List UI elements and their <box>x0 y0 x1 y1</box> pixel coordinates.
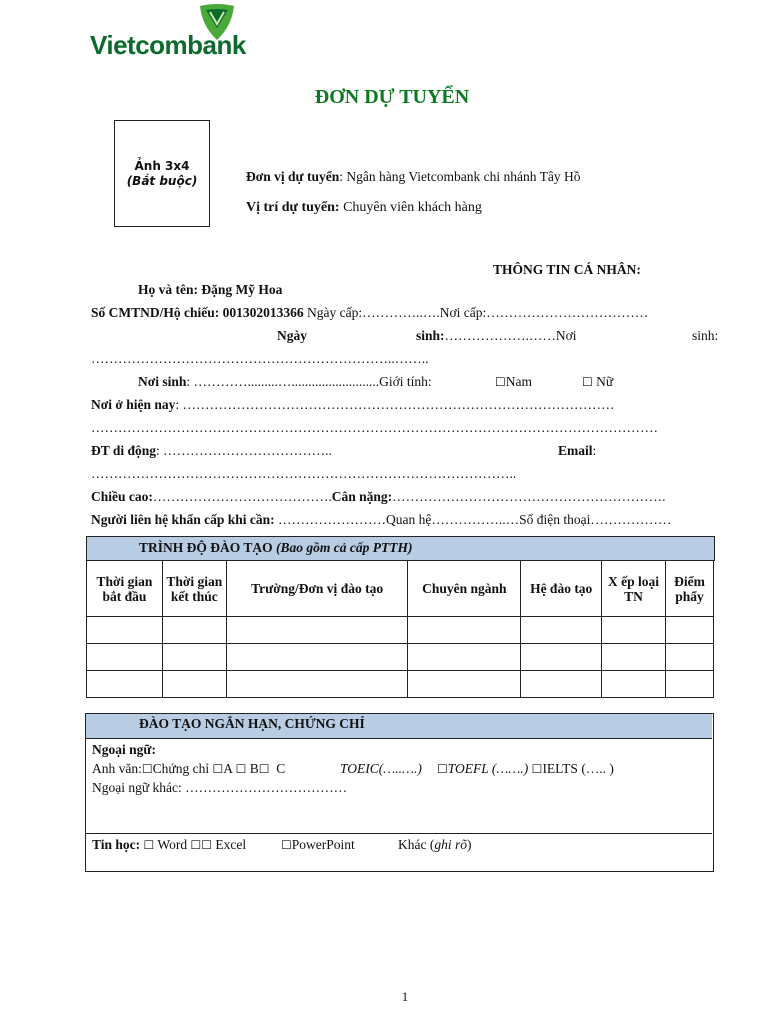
it-other-line <box>398 837 472 853</box>
table-cell[interactable] <box>521 617 602 644</box>
toeic-label: TOEIC(…..….) <box>340 761 422 776</box>
phone-line-2: ………………………………………………………………………………….. <box>91 466 517 481</box>
height-rest: …………………………………. <box>152 489 332 504</box>
body-line <box>91 489 666 505</box>
it-powerpoint-label: PowerPoint <box>291 837 355 852</box>
id-line <box>91 305 648 321</box>
pob-label: sinh: <box>692 328 719 343</box>
table-cell[interactable] <box>521 671 602 698</box>
col-header: Trường/Đơn vị đào tạo <box>226 561 408 617</box>
col-header: Hệ đào tạo <box>521 561 602 617</box>
table-row <box>87 671 714 698</box>
english-line <box>92 761 285 777</box>
gender-female-label: Nữ <box>596 374 614 389</box>
table-cell[interactable] <box>226 617 408 644</box>
photo-required-note: (Bắt buộc) <box>126 173 198 188</box>
page-title: ĐƠN DỰ TUYỂN <box>314 86 470 108</box>
checkbox-icon[interactable]: ☐ <box>495 375 506 389</box>
english-label: Anh văn: <box>92 761 142 776</box>
position-value: Chuyên viên khách hàng <box>339 200 482 215</box>
weight-rest: ……………………………………………………. <box>392 489 666 504</box>
address-line <box>91 397 614 413</box>
education-table-header <box>87 561 714 617</box>
emergency-label: Người liên hệ khẩn cấp khi cần: <box>91 512 275 527</box>
col-header: Thời gian kết thúc <box>162 561 226 617</box>
checkbox-icon[interactable]: ☐ <box>235 762 247 776</box>
education-table <box>86 560 714 698</box>
divider <box>85 833 712 834</box>
col-header: X ếp loại TN <box>602 561 666 617</box>
position-label: Vị trí dự tuyển: <box>246 200 340 215</box>
id-label: Số CMTND/Hộ chiếu: 001302013366 <box>91 305 304 320</box>
table-row <box>87 644 714 671</box>
brand-logo: Vietcombank <box>90 30 246 60</box>
address-label: Nơi ở hiện nay <box>91 397 176 412</box>
gender-male-option[interactable] <box>495 374 532 390</box>
it-excel-label: Excel <box>215 837 247 852</box>
dob-line-2: …………………………………………………………..…….. <box>91 351 429 366</box>
unit-value: : Ngân hàng Vietcombank chi nhánh Tây Hồ <box>339 169 581 184</box>
it-other-close: ) <box>467 837 472 852</box>
page-number: 1 <box>401 989 409 1004</box>
table-cell[interactable] <box>666 671 714 698</box>
toefl-ielts-line <box>437 761 614 777</box>
dob-label: Ngày <box>277 328 307 343</box>
table-row <box>87 617 714 644</box>
level-a-label: A <box>223 761 233 776</box>
fullname-line: Họ và tên: Đặng Mỹ Hoa <box>138 282 283 297</box>
dob-line <box>416 328 577 344</box>
photo-label: Ảnh 3x4 <box>134 158 190 173</box>
table-cell[interactable] <box>602 644 666 671</box>
it-word-label: Word <box>157 837 188 852</box>
education-heading-note: (Bao gồm cả cấp PTTH) <box>272 540 413 555</box>
table-cell[interactable] <box>226 671 408 698</box>
phone-rest: : ……………………………….. <box>156 443 332 458</box>
table-cell[interactable] <box>521 644 602 671</box>
checkbox-icon[interactable]: ☐ <box>582 375 593 389</box>
toefl-label: TOEFL (…….) <box>447 761 529 776</box>
lang-label: Ngoại ngữ: <box>92 742 156 757</box>
position-line <box>246 200 482 216</box>
emergency-rest: ……………………Quan hệ……………..…Số điện thoại……………… <box>274 512 672 527</box>
checkbox-icon[interactable]: ☐ <box>141 762 153 776</box>
origin-label: Nơi sinh <box>138 374 187 389</box>
col-header: Chuyên ngành <box>408 561 521 617</box>
dob-label-2: sinh: <box>416 328 445 343</box>
origin-line <box>138 374 432 390</box>
unit-line <box>246 169 581 185</box>
col-header: Điểm phẩy <box>666 561 714 617</box>
emergency-line <box>91 512 671 528</box>
col-header: Thời gian bắt đầu <box>87 561 163 617</box>
gender-male-label: Nam <box>505 374 533 389</box>
origin-rest: : ………….........…..........................Giới tính: <box>186 374 432 389</box>
checkbox-icon[interactable]: ☐ <box>201 838 212 852</box>
table-cell[interactable] <box>408 617 521 644</box>
table-cell[interactable] <box>226 644 408 671</box>
checkbox-icon[interactable]: ☐ <box>531 762 543 776</box>
id-rest: Ngày cấp:…………..….Nơi cấp:……………………………… <box>303 305 649 320</box>
checkbox-icon[interactable]: ☐ <box>281 838 292 852</box>
email-label: Email <box>558 443 593 458</box>
checkbox-icon[interactable]: ☐ <box>258 762 270 776</box>
unit-label: Đơn vị dự tuyển <box>246 169 340 184</box>
level-c-label: C <box>276 761 286 776</box>
table-cell[interactable] <box>602 617 666 644</box>
gender-female-option[interactable] <box>582 374 613 390</box>
phone-line <box>91 443 332 459</box>
it-other-label: Khác ( <box>398 837 435 852</box>
table-cell[interactable] <box>602 671 666 698</box>
ielts-label: IELTS (….. ) <box>542 761 614 776</box>
it-powerpoint-option[interactable] <box>281 837 355 853</box>
level-b-label: B <box>249 761 259 776</box>
it-other-note: ghi rõ <box>434 837 467 852</box>
education-heading <box>139 540 413 556</box>
weight-label: Cân nặng: <box>331 489 393 504</box>
photo-box <box>114 120 210 227</box>
table-cell[interactable] <box>87 671 163 698</box>
table-cell[interactable] <box>666 644 714 671</box>
table-cell[interactable] <box>87 617 163 644</box>
other-lang-rest: : ……………………………… <box>178 780 348 795</box>
it-label: Tin học: <box>92 837 141 852</box>
education-heading-text: TRÌNH ĐỘ ĐÀO TẠO <box>139 540 273 555</box>
table-cell[interactable] <box>162 644 226 671</box>
other-lang-label: Ngoại ngữ khác <box>92 780 179 795</box>
checkbox-icon[interactable]: ☐ <box>212 762 224 776</box>
phone-label: ĐT di động <box>91 443 157 458</box>
it-line <box>92 837 246 853</box>
height-label: Chiều cao: <box>91 489 153 504</box>
checkbox-icon[interactable]: ☐ <box>190 838 202 852</box>
table-cell[interactable] <box>87 644 163 671</box>
email-line <box>558 443 596 459</box>
table-cell[interactable] <box>408 644 521 671</box>
table-cell[interactable] <box>408 671 521 698</box>
table-cell[interactable] <box>162 671 226 698</box>
dob-rest: ……………….……Nơi <box>444 328 577 343</box>
table-cell[interactable] <box>666 617 714 644</box>
checkbox-icon[interactable]: ☐ <box>437 762 448 776</box>
other-lang-line <box>92 780 347 796</box>
checkbox-icon[interactable]: ☐ <box>143 838 155 852</box>
address-line-2: ……………………………………………………………………………………………………………… <box>91 420 658 435</box>
table-cell[interactable] <box>162 617 226 644</box>
address-rest: : …………………………………………………………………………………… <box>175 397 615 412</box>
cert-label: Chứng chỉ <box>152 761 210 776</box>
email-rest: : <box>592 443 597 458</box>
personal-heading: THÔNG TIN CÁ NHÂN: <box>493 262 641 277</box>
training-heading: ĐÀO TẠO NGẮN HẠN, CHỨNG CHỈ <box>139 716 365 731</box>
